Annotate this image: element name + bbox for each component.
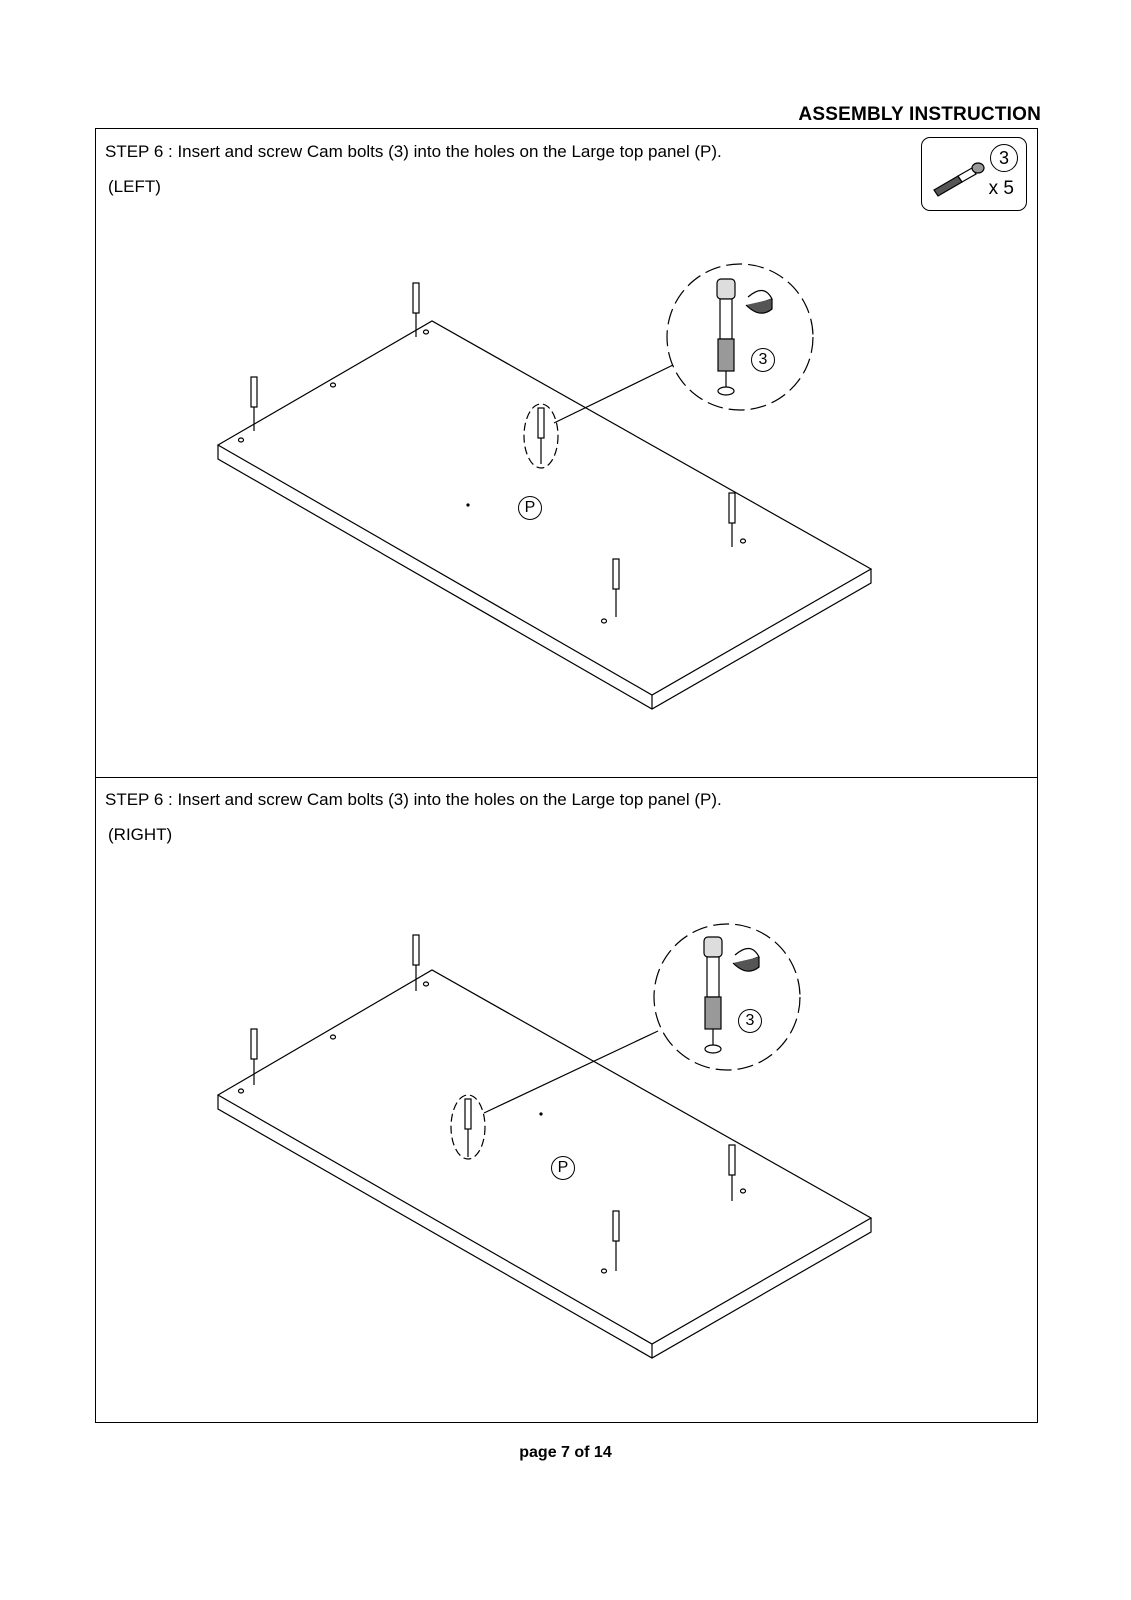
cam-bolt: [251, 1029, 257, 1085]
cam-bolt-enlarged: [704, 937, 759, 1053]
leader-line: [484, 1031, 658, 1113]
panel-drawing-right: [96, 777, 1039, 1423]
detail-label-badge: 3: [738, 1009, 762, 1033]
cam-bolt: [613, 559, 619, 617]
detail-label-badge: 3: [751, 348, 775, 372]
panel-label-badge: P: [518, 496, 542, 520]
panel-label-badge: P: [551, 1156, 575, 1180]
panel-edge: [218, 445, 871, 709]
hole: [331, 383, 336, 387]
instruction-frame: [95, 128, 1038, 1423]
hole: [239, 1089, 244, 1093]
step-panel-left: [96, 129, 1037, 778]
hole: [424, 330, 429, 334]
panel-edge: [218, 1095, 871, 1358]
step-text: STEP 6 : Insert and screw Cam bolts (3) into the holes on the Large top panel (P).: [105, 790, 722, 809]
part-quantity: x 5: [988, 178, 1014, 199]
hole: [331, 1035, 336, 1039]
step-text: STEP 6 : Insert and screw Cam bolts (3) into the holes on the Large top panel (P).: [105, 142, 722, 161]
page-title: ASSEMBLY INSTRUCTION: [798, 104, 1041, 125]
cam-bolt: [613, 1211, 619, 1271]
cam-bolt-enlarged: [717, 279, 772, 395]
cam-bolt: [729, 1145, 735, 1201]
cam-bolt: [465, 1099, 471, 1157]
part-number-badge: 3: [990, 144, 1018, 172]
hole: [741, 1189, 746, 1193]
panel-drawing-left: [96, 129, 1039, 777]
page-number: page 7 of 14: [519, 1444, 612, 1461]
step-side-label: (LEFT): [108, 177, 161, 196]
hole: [602, 1269, 607, 1273]
cam-bolt: [729, 493, 735, 547]
detail-circle: [654, 924, 800, 1070]
hole: [424, 982, 429, 986]
hole: [602, 619, 607, 623]
detail-circle: [667, 264, 813, 410]
cam-bolt: [538, 408, 544, 464]
leader-line: [554, 365, 673, 423]
hole: [239, 438, 244, 442]
step-side-label: (RIGHT): [108, 825, 173, 844]
cam-bolt: [413, 935, 419, 991]
step-panel-right: [96, 777, 1037, 1423]
hole: [741, 539, 746, 543]
